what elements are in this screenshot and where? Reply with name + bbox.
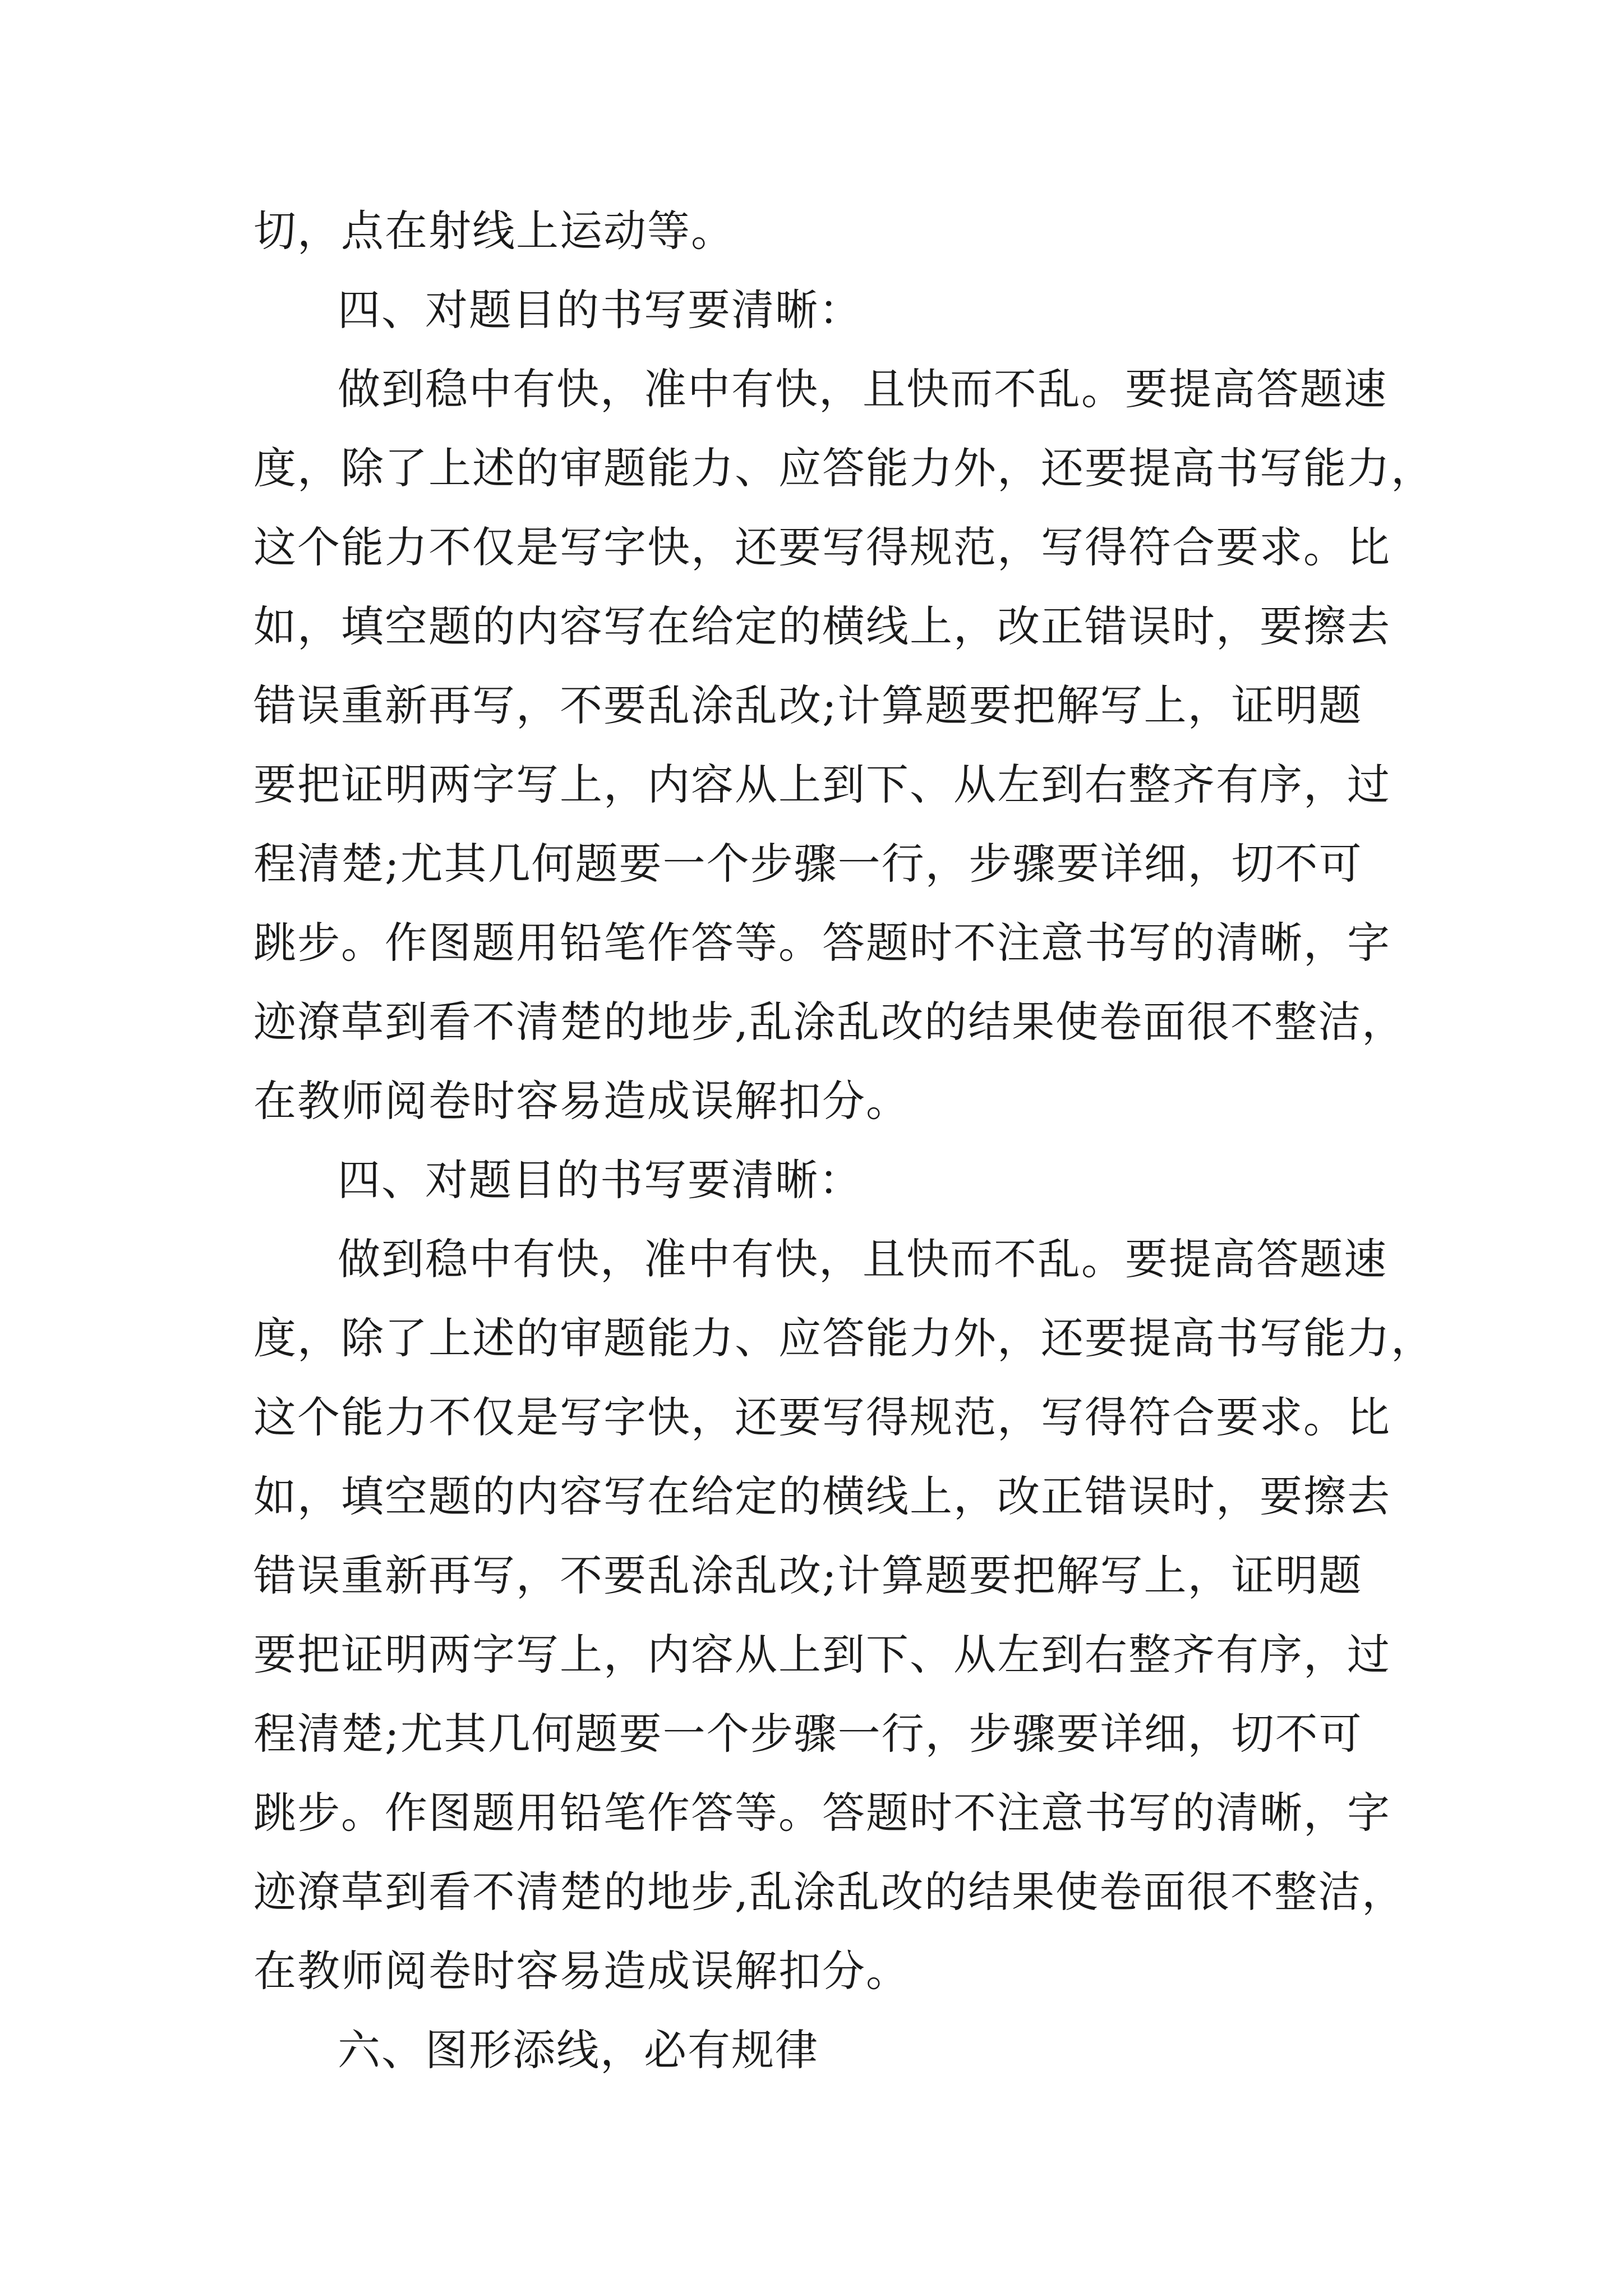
section-heading: 四、对题目的书写要清晰： [338,285,863,335]
text-line: 跳步。作图题用铅笔作答等。答题时不注意书写的清晰，字 [253,918,1391,968]
text-line: 程清楚;尤其几何题要一个步骤一行，步骤要详细，切不可 [253,1709,1363,1759]
text-line: 迹潦草到看不清楚的地步,乱涂乱改的结果使卷面很不整洁， [253,1867,1406,1917]
text-line: 切，点在射线上运动等。 [253,206,735,256]
text-line: 错误重新再写，不要乱涂乱改;计算题要把解写上，证明题 [253,680,1363,730]
text-line: 度，除了上述的审题能力、应答能力外，还要提高书写能力， [253,443,1435,493]
text-line: 跳步。作图题用铅笔作答等。答题时不注意书写的清晰，字 [253,1788,1391,1838]
text-line: 做到稳中有快，准中有快，且快而不乱。要提高答题速 [338,1234,1387,1284]
text-line: 错误重新再写，不要乱涂乱改;计算题要把解写上，证明题 [253,1550,1363,1600]
text-line: 迹潦草到看不清楚的地步,乱涂乱改的结果使卷面很不整洁， [253,997,1406,1047]
text-line: 如，填空题的内容写在给定的横线上，改正错误时，要擦去 [253,1471,1391,1521]
text-line: 程清楚;尤其几何题要一个步骤一行，步骤要详细，切不可 [253,839,1363,889]
text-line: 度，除了上述的审题能力、应答能力外，还要提高书写能力， [253,1313,1435,1363]
text-line: 如，填空题的内容写在给定的横线上，改正错误时，要擦去 [253,601,1391,651]
text-line: 要把证明两字写上，内容从上到下、从左到右整齐有序，过 [253,1630,1391,1680]
text-line: 这个能力不仅是写字快，还要写得规范，写得符合要求。比 [253,522,1391,572]
text-line: 在教师阅卷时容易造成误解扣分。 [253,1076,910,1126]
section-heading: 六、图形添线，必有规律 [338,2025,819,2075]
section-heading: 四、对题目的书写要清晰： [338,1155,863,1205]
text-line: 这个能力不仅是写字快，还要写得规范，写得符合要求。比 [253,1392,1391,1442]
text-line: 要把证明两字写上，内容从上到下、从左到右整齐有序，过 [253,760,1391,809]
text-line: 在教师阅卷时容易造成误解扣分。 [253,1946,910,1996]
text-line: 做到稳中有快，准中有快，且快而不乱。要提高答题速 [338,364,1387,414]
